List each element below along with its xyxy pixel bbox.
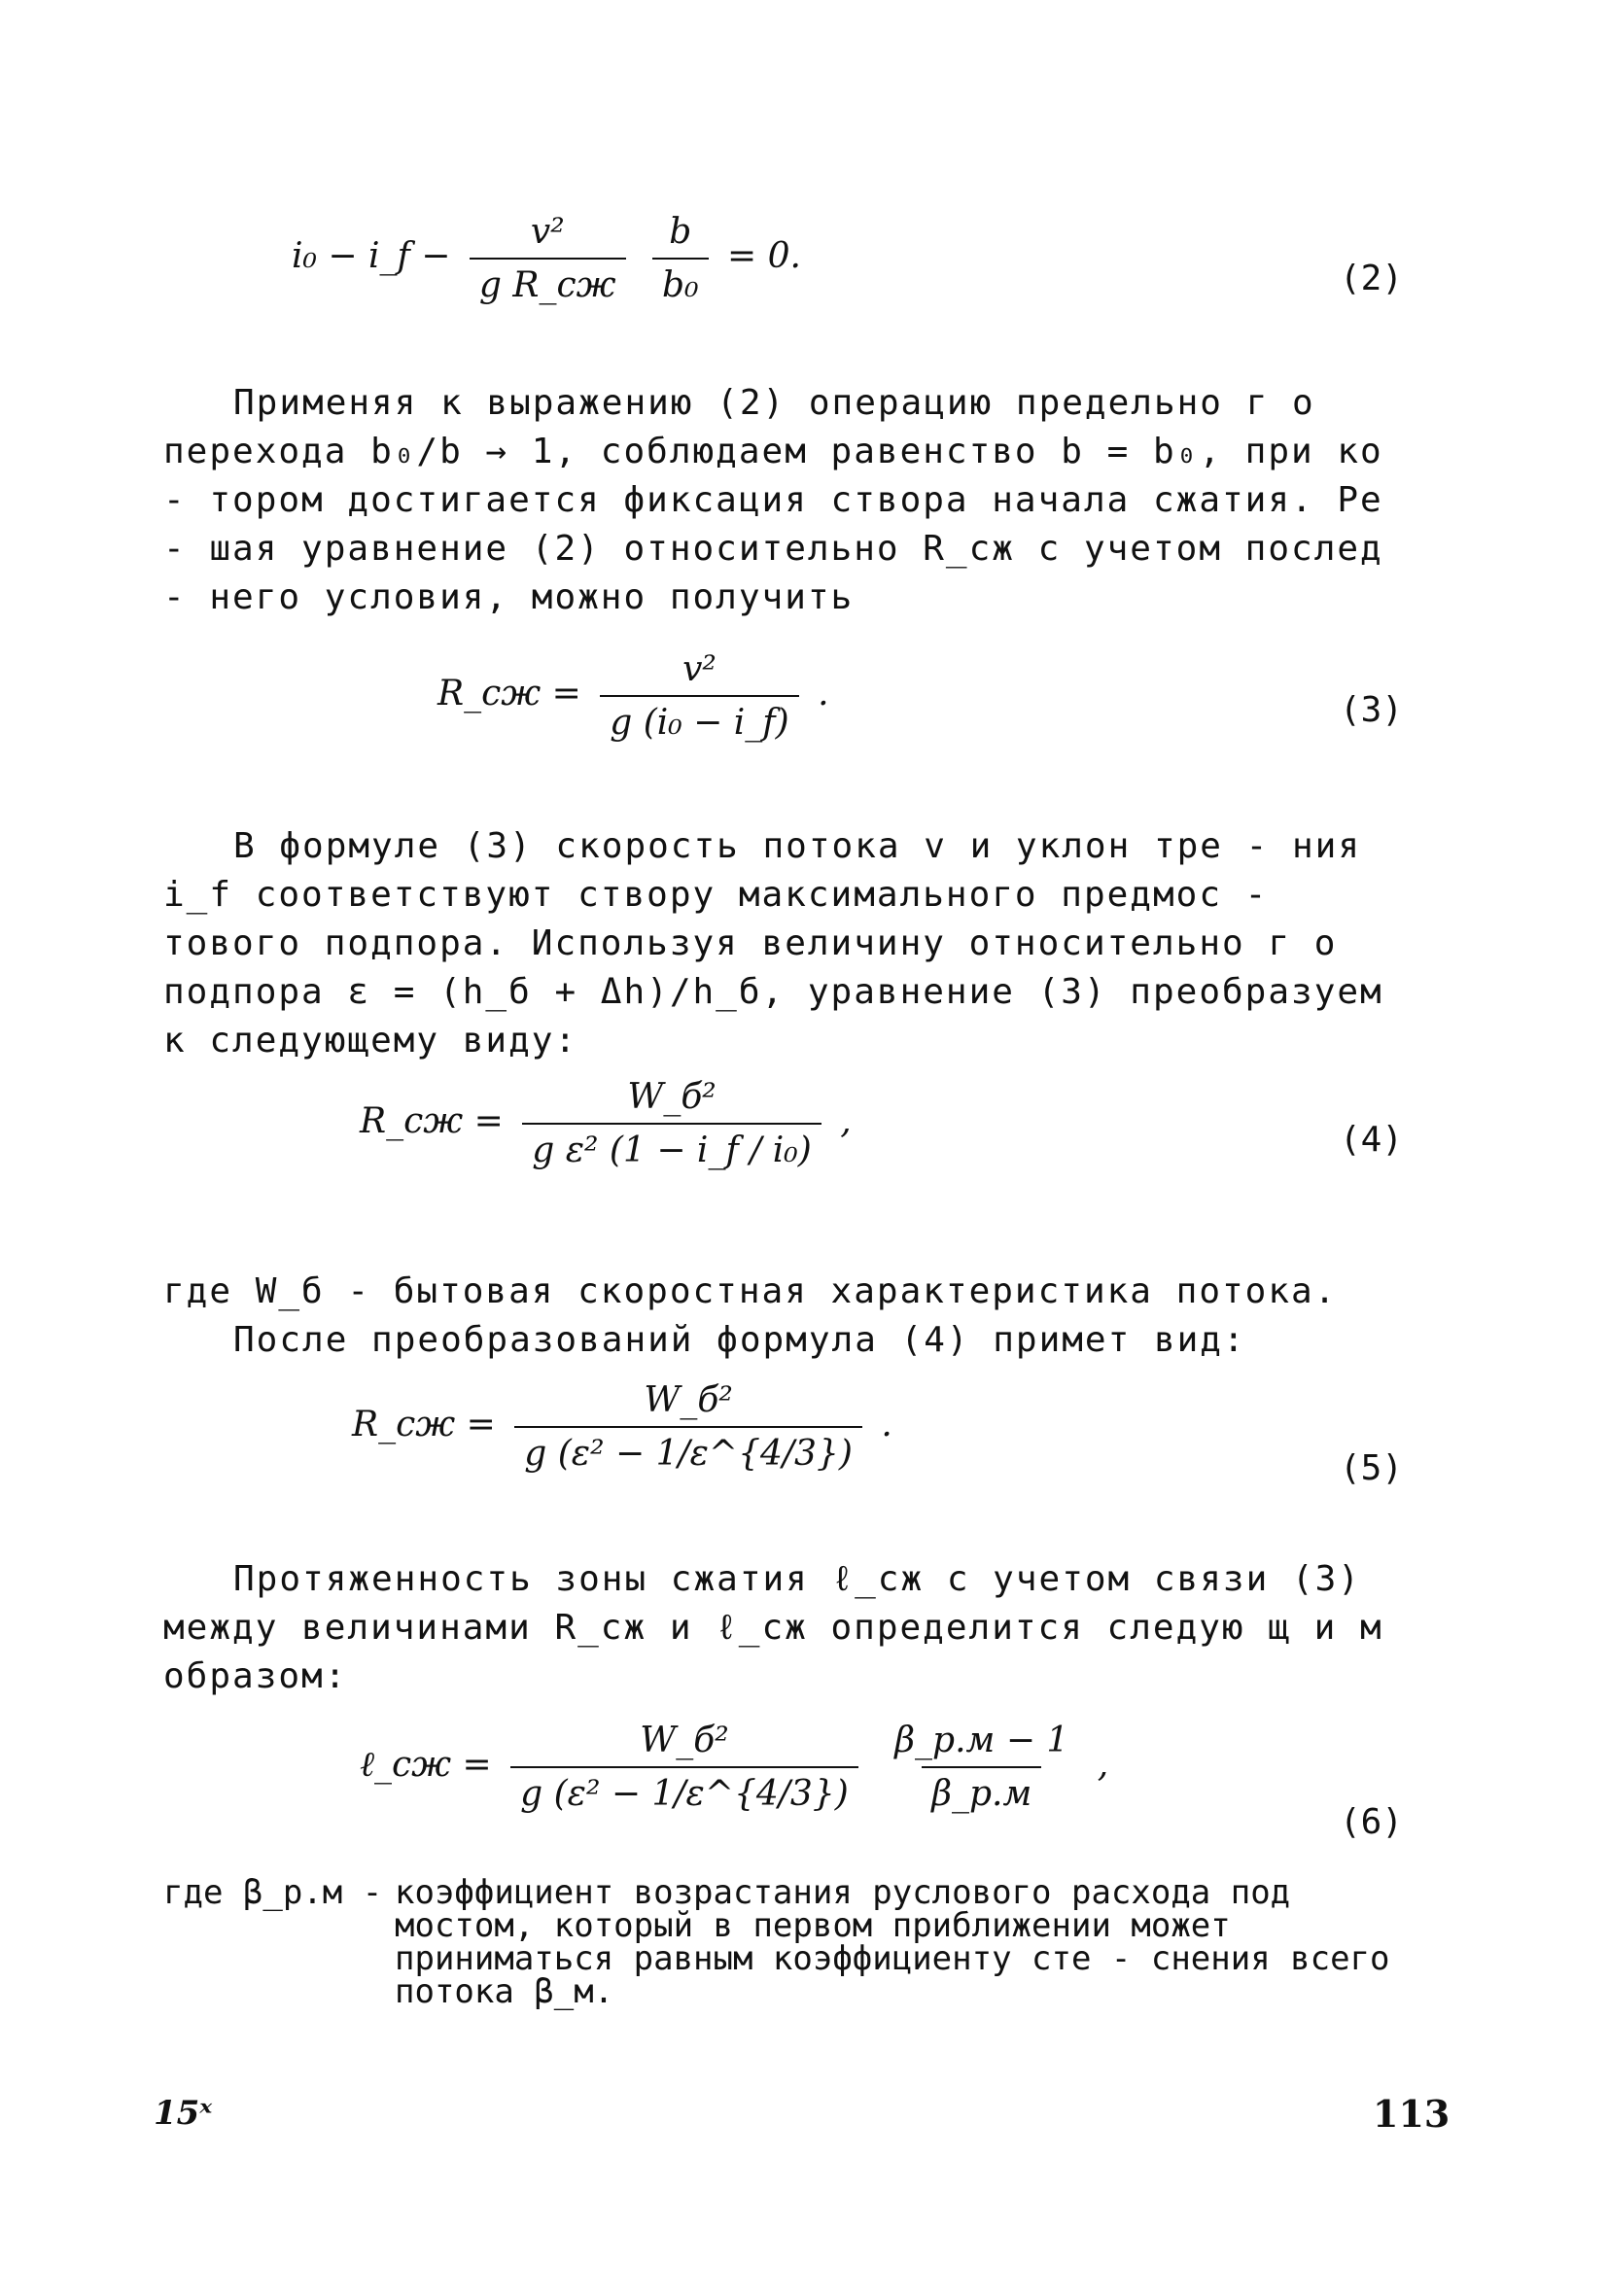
equation-5 xyxy=(352,1380,892,1474)
equation-number-5: (5) xyxy=(1340,1448,1404,1488)
equation-2 xyxy=(292,212,801,305)
eq4-denominator: g ε² (1 − i_f / i₀) xyxy=(522,1123,821,1170)
equation-number-3: (3) xyxy=(1340,690,1404,730)
eq3-lhs: R_сж = xyxy=(437,674,581,713)
eq2-fraction-2 xyxy=(652,212,708,305)
eq3-tail: . xyxy=(818,674,829,713)
paragraph-3-text: После преобразований формула (4) примет вид: xyxy=(233,1320,1246,1360)
eq6-fraction-1 xyxy=(510,1721,858,1814)
eq6-f1-numerator: W_б² xyxy=(640,1721,729,1760)
equation-number-6: (6) xyxy=(1340,1802,1404,1842)
eq4-tail: , xyxy=(840,1101,852,1141)
eq3-denominator: g (i₀ − i_f) xyxy=(600,695,798,743)
eq6-f2-numerator: β_р.м − 1 xyxy=(894,1721,1069,1760)
eq6-f2-denominator: β_р.м xyxy=(922,1766,1041,1814)
eq3-numerator: v² xyxy=(682,649,717,689)
paragraph-3 xyxy=(163,1268,1427,1365)
eq6-lhs: ℓ_сж = xyxy=(360,1745,492,1785)
eq2-f2-denominator: b₀ xyxy=(652,258,708,305)
eq5-lhs: R_сж = xyxy=(352,1405,496,1444)
paragraph-1-text: Применяя к выражению (2) операцию предельно г о перехода b₀/b → 1, соблюдаем равенство b = b₀, при ко - тором достигается фиксация створа начала сжатия. Ре - шая уравнение (2) относительно R_сж с учетом послед - него условия, можно получить xyxy=(163,383,1383,617)
paragraph-2 xyxy=(163,822,1427,1065)
signature-mark: 15ˣ xyxy=(154,2094,213,2133)
equation-number-4: (4) xyxy=(1340,1120,1404,1160)
paragraph-1 xyxy=(163,379,1427,622)
eq5-tail: . xyxy=(881,1405,892,1444)
eq5-fraction xyxy=(514,1380,862,1474)
page-number: 113 xyxy=(1373,2092,1451,2136)
eq3-fraction xyxy=(600,649,798,743)
paragraph-4 xyxy=(163,1555,1427,1701)
equation-4 xyxy=(360,1077,852,1170)
eq4-lhs: R_сж = xyxy=(360,1101,504,1141)
paragraph-2-text: В формуле (3) скорость потока v и уклон тре - ния i_f соответствуют створу максимального предмос - тового подпора. Используя величину относительно г о подпора ε = (h_б + Δh)/h_б, уравнение (3) преобразуем к следующему виду: xyxy=(163,826,1383,1061)
eq5-numerator: W_б² xyxy=(644,1380,733,1420)
equation-6 xyxy=(360,1721,1108,1814)
eq2-rhs: = 0. xyxy=(726,236,801,276)
eq5-denominator: g (ε² − 1/ε^{4/3}) xyxy=(514,1426,862,1474)
eq2-f1-numerator: v² xyxy=(530,212,565,252)
eq4-numerator: W_б² xyxy=(627,1077,717,1117)
eq6-f1-denominator: g (ε² − 1/ε^{4/3}) xyxy=(510,1766,858,1814)
equation-3 xyxy=(437,649,829,743)
paragraph-4-text: Протяженность зоны сжатия ℓ_сж с учетом связи (3) между величинами R_сж и ℓ_сж определится следую щ и м образом: xyxy=(163,1559,1383,1696)
paragraph-3-where-line: где W_б - бытовая скоростная характеристика потока. xyxy=(163,1271,1338,1311)
eq2-f2-numerator: b xyxy=(669,212,692,252)
eq2-lhs: i₀ − i_f − xyxy=(292,236,451,276)
eq6-tail: , xyxy=(1097,1745,1109,1785)
equation-number-2: (2) xyxy=(1340,259,1404,298)
eq4-fraction xyxy=(522,1077,821,1170)
definition-block xyxy=(163,1873,1447,2012)
definition-label: где β_р.м - xyxy=(163,1873,383,1912)
eq2-f1-denominator: g R_сж xyxy=(470,258,626,305)
definition-text: коэффициент возрастания руслового расхода под мостом, который в первом приближении может приниматься равным коэффициенту сте - снения всего потока β_м. xyxy=(395,1873,1390,2011)
eq2-fraction-1 xyxy=(470,212,626,305)
eq6-fraction-2 xyxy=(885,1721,1078,1814)
